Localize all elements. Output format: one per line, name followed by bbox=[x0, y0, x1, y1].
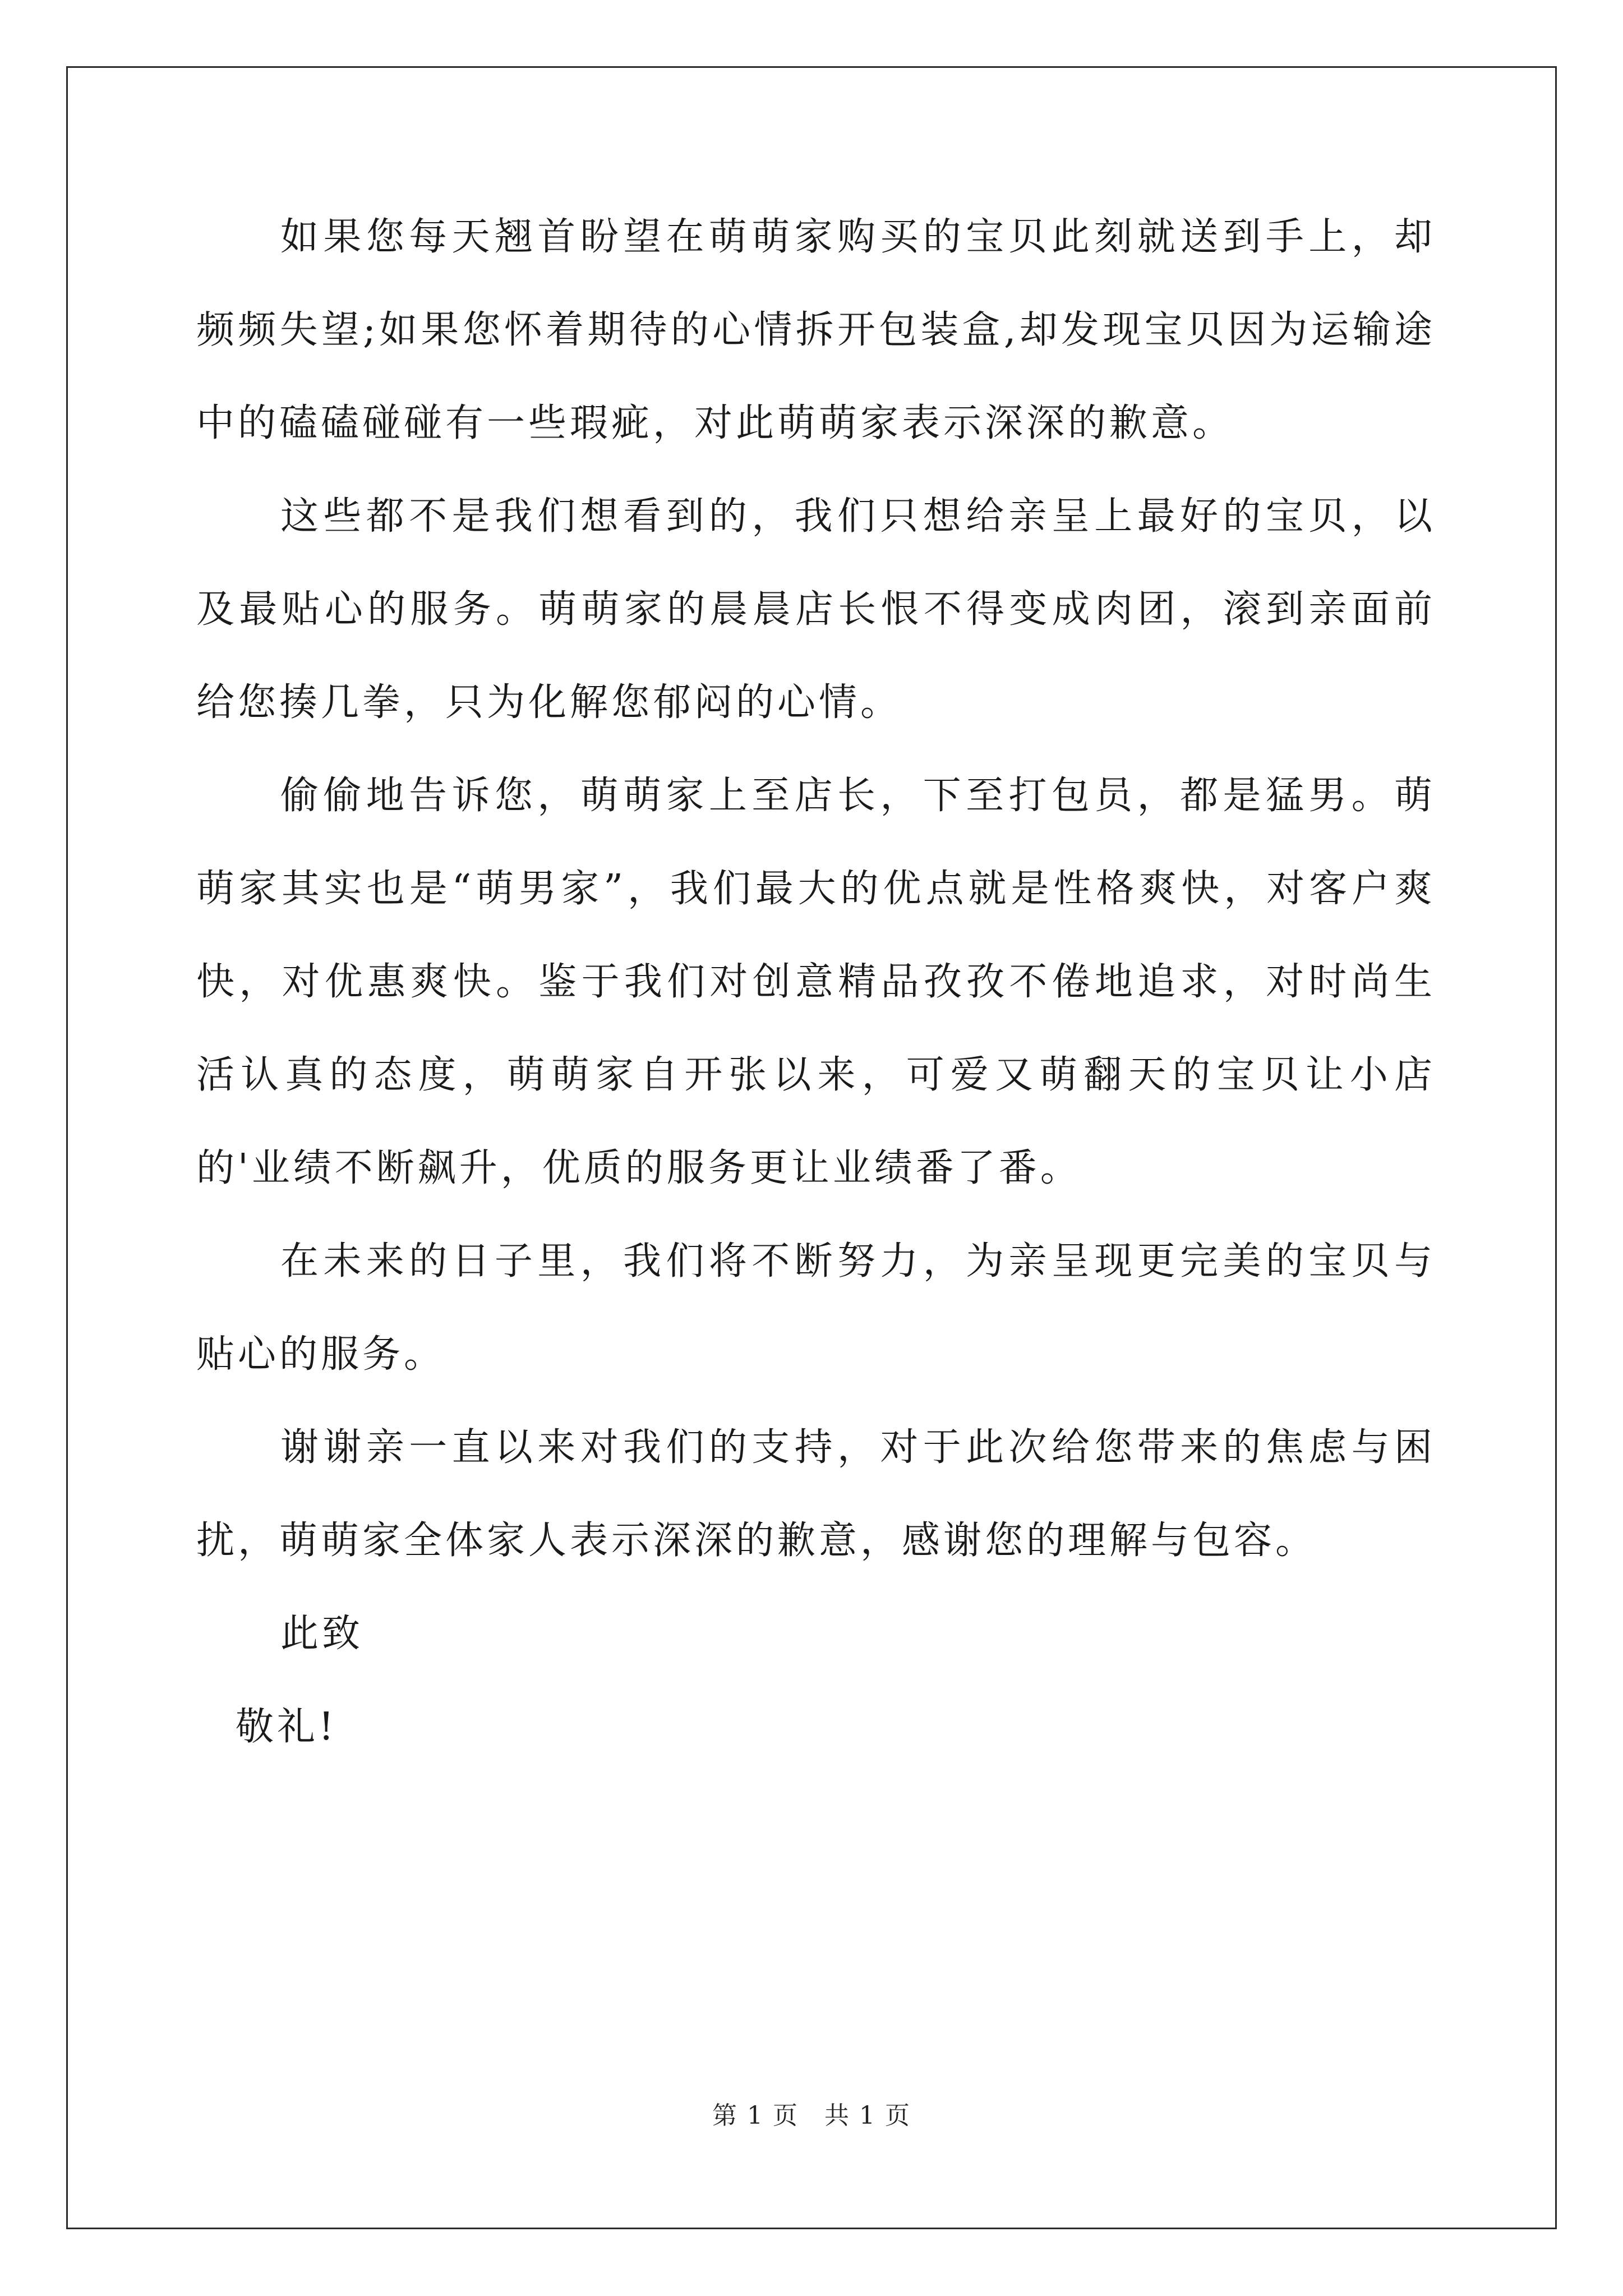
paragraph-1: 如果您每天翘首盼望在萌萌家购买的宝贝此刻就送到手上，却频频失望;如果您怀着期待的心情拆开包装盒,却发现宝贝因为运输途中的磕磕碰碰有一些瑕疵，对此萌萌家表示深深的歉意。 bbox=[196, 215, 1436, 445]
closing-salutation: 此致 bbox=[280, 1612, 364, 1656]
paragraph-4: 在未来的日子里，我们将不断努力，为亲呈现更完美的宝贝与贴心的服务。 bbox=[196, 1239, 1436, 1377]
page-number-footer: 第 1 页 共 1 页 bbox=[712, 2101, 911, 2130]
paragraph-5: 谢谢亲一直以来对我们的支持，对于此次给您带来的焦虑与困扰，萌萌家全体家人表示深深的歉意，感谢您的理解与包容。 bbox=[196, 1425, 1436, 1563]
paragraph-3: 偷偷地告诉您，萌萌家上至店长，下至打包员，都是猛男。萌萌家其实也是“萌男家”，我们最大的优点就是性格爽快，对客户爽快，对优惠爽快。鉴于我们对创意精品孜孜不倦地追求，对时尚生活认真的态度，萌萌家自开张以来，可爱又萌翻天的宝贝让小店的'业绩不断飙升，优质的服务更让业绩番了番。 bbox=[196, 774, 1436, 1190]
document-body bbox=[196, 191, 1436, 1774]
paragraph-2: 这些都不是我们想看到的，我们只想给亲呈上最好的宝贝，以及最贴心的服务。萌萌家的晨晨店长恨不得变成肉团，滚到亲面前给您揍几拳，只为化解您郁闷的心情。 bbox=[196, 494, 1436, 725]
closing-regards: 敬礼! bbox=[236, 1705, 338, 1749]
